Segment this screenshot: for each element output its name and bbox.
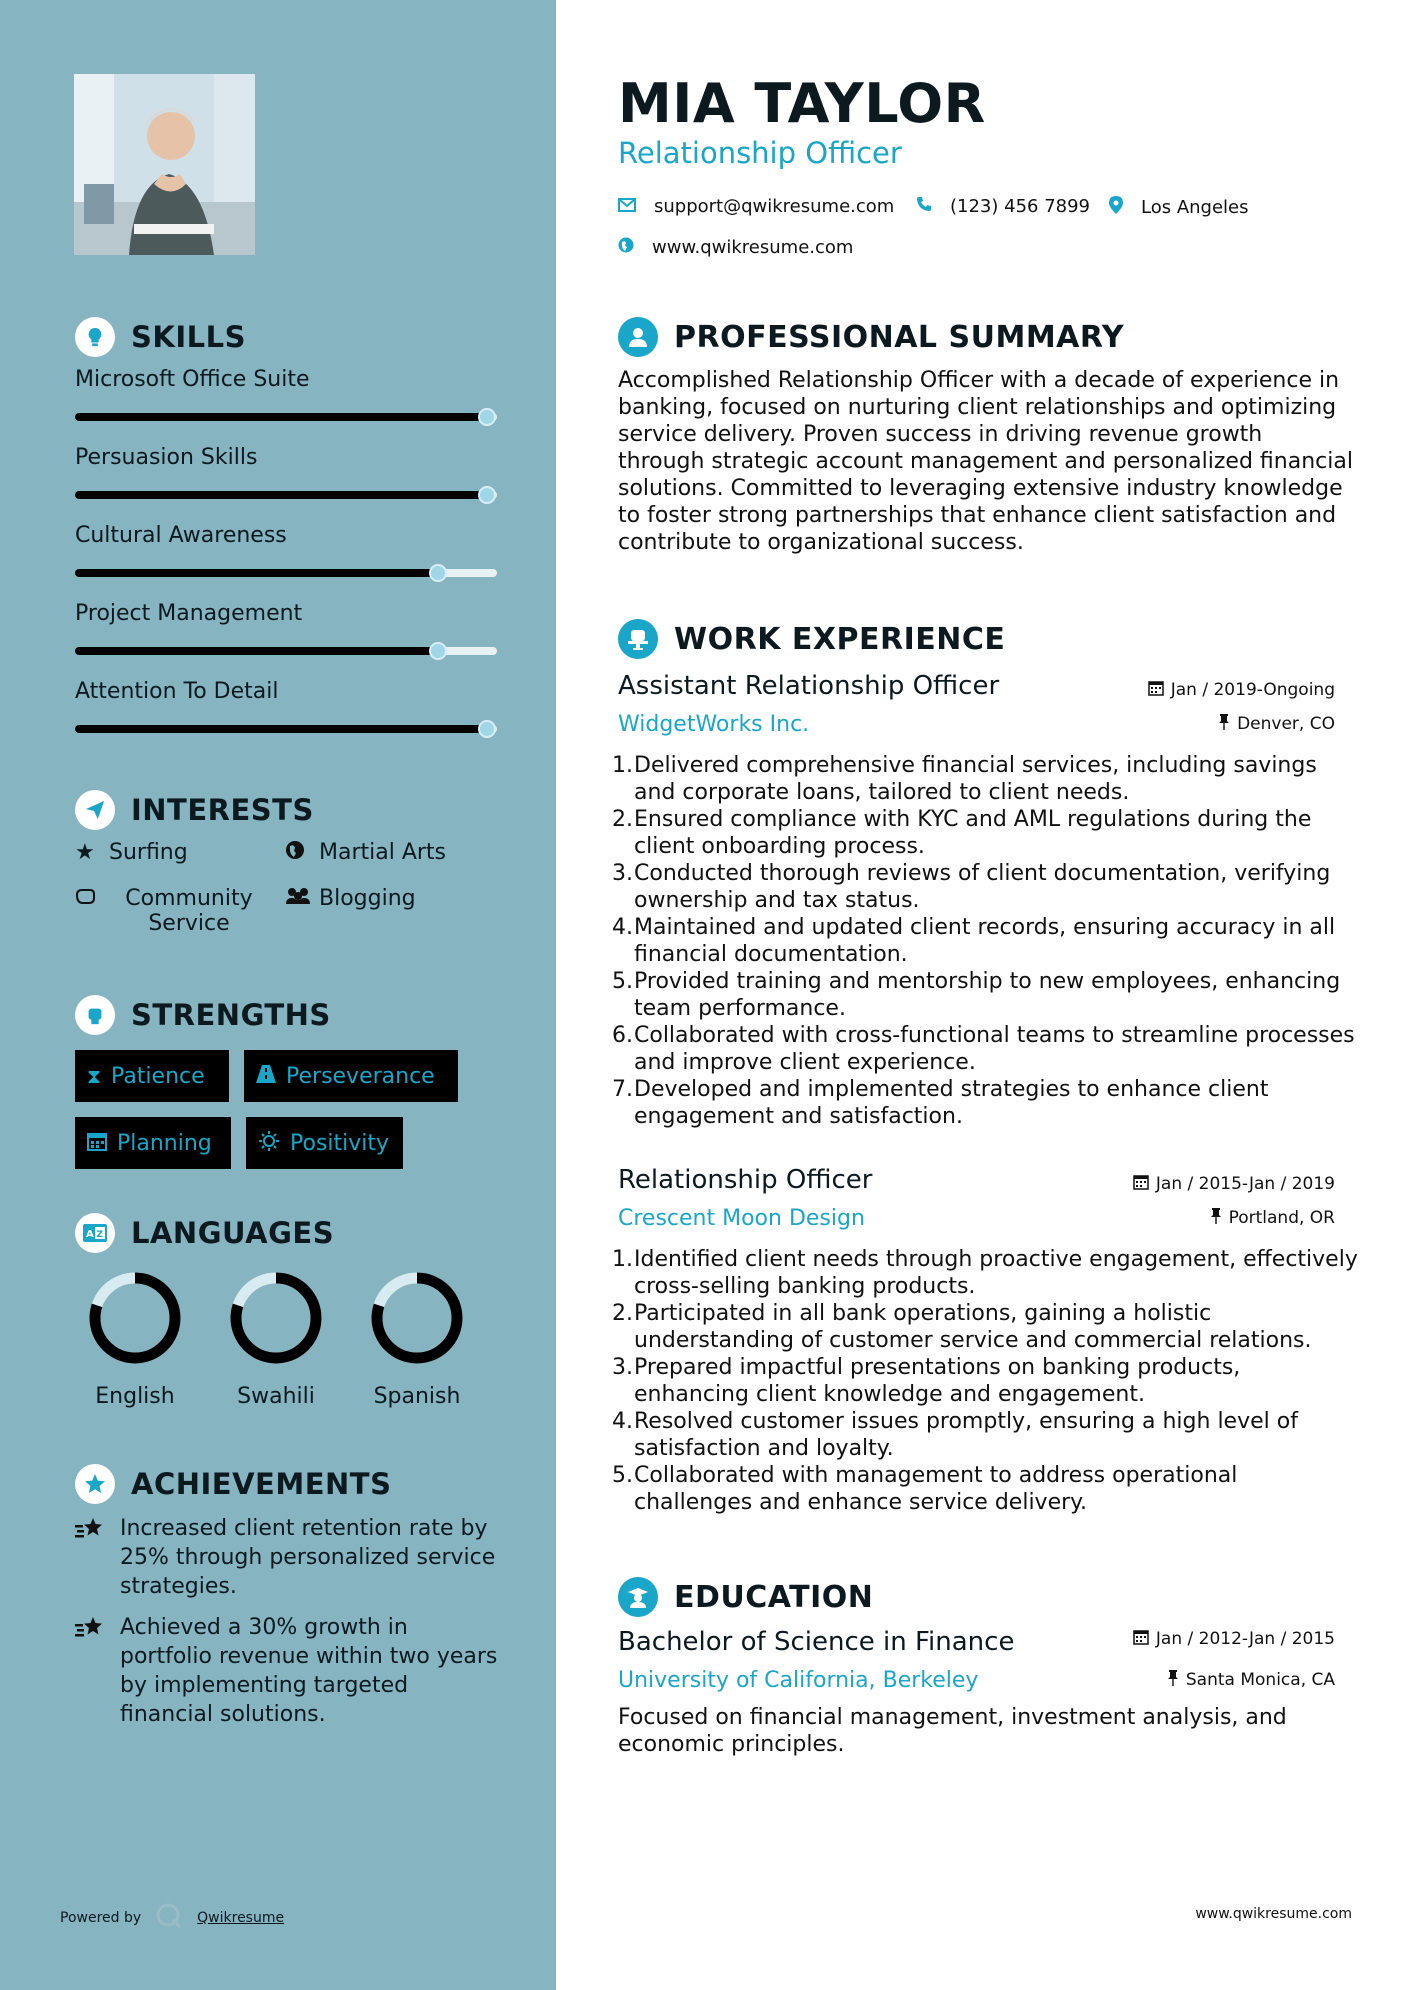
job-location-text: Portland, OR [1228,1208,1335,1228]
bullet-text: Ensured compliance with KYC and AML regulations during the client onboarding process. [634,807,1312,859]
summary-text: Accomplished Relationship Officer with a decade of experience in banking, focused on nurturing client relationships and optimizing service delivery. Proven success in driving revenue growth through strategic account management and personalized financial solutions. Committed to leveraging extensive industry knowledge to foster strong partnerships that enhance client satisfaction and contribute to organizational success. [618,368,1353,555]
trophy-star-icon [75,1613,120,1729]
skill-bar-knob [478,408,496,426]
achievement-text: Achieved a 30% growth in portfolio revenue within two years by implementing targeted financial solutions. [120,1615,498,1727]
bullet-text: Prepared impactful presentations on banking products, enhancing client knowledge and engagement. [634,1355,1241,1407]
globe-icon [285,840,315,866]
job-bullets [612,752,1360,1130]
interests-title: INTERESTS [131,793,314,827]
interest-item [285,840,446,866]
skill-bar-fill [75,569,435,577]
strength-label: Positivity [290,1130,390,1156]
experience-header [618,619,1005,659]
bullet-number: 1. [612,753,633,778]
bullet-number: 5. [612,1463,633,1488]
skill-bar-fill [75,491,484,499]
phone-icon [916,196,932,217]
user-icon [618,317,658,357]
bullet-text: Collaborated with cross-functional teams to streamline processes and improve client experience. [634,1023,1355,1075]
skill-bar-fill [75,725,484,733]
skill-bar-fill [75,647,435,655]
skill-label: Cultural Awareness [75,523,287,548]
bullet-number: 3. [612,1355,633,1380]
strength-label: Perseverance [286,1063,435,1089]
bullet-text: Delivered comprehensive financial services, including savings and corporate loans, tailored to client needs. [634,753,1317,805]
language-item [65,1270,205,1409]
bullet-text: Conducted thorough reviews of client documentation, verifying ownership and tax status. [634,861,1331,913]
bullet-text: Maintained and updated client records, ensuring accuracy in all financial documentation. [634,915,1336,967]
skill-bar [75,569,497,577]
pushpin-icon [1218,714,1230,734]
location-text: Los Angeles [1141,197,1249,218]
contact-location [1109,196,1249,219]
skills-title: SKILLS [131,320,246,354]
contact-phone[interactable] [916,196,1090,217]
website-text: www.qwikresume.com [652,237,854,258]
interest-label: Blogging [319,886,416,911]
education-dates-text: Jan / 2012-Jan / 2015 [1155,1629,1335,1649]
interests-header [75,790,314,830]
job-location [1210,1208,1335,1228]
education-location [1167,1670,1335,1690]
bullet-number: 4. [612,1409,633,1434]
skill-label: Attention To Detail [75,679,279,704]
bullet-number: 1. [612,1247,633,1272]
profile-photo [74,74,255,255]
job-dates-text: Jan / 2019-Ongoing [1170,680,1335,700]
calendar-icon [87,1131,107,1156]
skill-bar-knob [478,486,496,504]
language-level-ring [87,1270,183,1366]
company-name: WidgetWorks Inc. [618,712,810,737]
bullet-number: 2. [612,807,633,832]
skill-bar [75,413,497,421]
language-level-ring [228,1270,324,1366]
job-bullet [612,1462,1360,1516]
language-item [206,1270,346,1409]
bullet-text: Developed and implemented strategies to enhance client engagement and satisfaction. [634,1077,1269,1129]
education-text: Focused on financial management, investment analysis, and economic principles. [618,1705,1287,1757]
powered-by-label: Powered by [60,1910,142,1926]
education-title: EDUCATION [674,1579,874,1615]
skill-bar-knob [429,642,447,660]
language-label: English [95,1384,175,1409]
achievement-item [75,1613,505,1729]
summary-title: PROFESSIONAL SUMMARY [674,319,1125,355]
translate-icon [75,1213,115,1253]
job-bullet [612,1022,1360,1076]
calendar-icon [1133,1629,1149,1649]
interest-label: Community Service [125,886,253,936]
skill-bar [75,647,497,655]
email-text: support@qwikresume.com [654,196,895,217]
skill-label: Persuasion Skills [75,445,258,470]
education-header [618,1577,873,1617]
strength-badge [75,1050,229,1102]
languages-title: LANGUAGES [131,1216,335,1250]
school-name: University of California, Berkeley [618,1668,979,1693]
interest-item [75,886,275,936]
globe-icon [618,237,634,258]
bullet-number: 6. [612,1023,633,1048]
bullet-number: 5. [612,969,633,994]
education-dates [1133,1629,1335,1649]
bullet-number: 7. [612,1077,633,1102]
star-icon: ★ [75,840,95,865]
qwikresume-link[interactable]: Qwikresume [197,1910,285,1926]
briefcase-icon [618,619,658,659]
job-bullet [612,752,1360,806]
skill-bar [75,725,497,733]
candidate-role: Relationship Officer [618,136,902,170]
bullet-number: 3. [612,861,633,886]
bullet-number: 2. [612,1301,633,1326]
achievements-header [75,1464,391,1504]
job-title: Relationship Officer [618,1165,873,1195]
svg-text:A: A [86,1229,94,1240]
map-pin-icon [1109,196,1123,219]
language-level-ring [369,1270,465,1366]
strength-badge [75,1117,231,1169]
skills-header [75,317,246,357]
contact-website[interactable] [618,237,853,258]
paper-plane-icon [75,790,115,830]
hand-icon [75,886,99,912]
job-location-text: Denver, CO [1237,714,1335,734]
strengths-header [75,995,331,1035]
qwikresume-logo-icon [155,1902,183,1934]
job-bullet [612,1300,1360,1354]
job-bullet [612,1076,1360,1130]
language-label: Swahili [237,1384,315,1409]
job-dates-text: Jan / 2015-Jan / 2019 [1155,1174,1335,1194]
job-dates [1148,680,1335,700]
fist-icon [75,995,115,1035]
hourglass-icon: ⧗ [87,1064,102,1088]
strength-badge [246,1117,403,1169]
strength-label: Patience [111,1063,205,1089]
experience-title: WORK EXPERIENCE [674,621,1006,657]
star-badge-icon [75,1464,115,1504]
contact-email[interactable] [618,196,894,217]
skill-label: Project Management [75,601,303,626]
bullet-number: 4. [612,915,633,940]
language-item [347,1270,487,1409]
achievement-item [75,1514,505,1601]
lightbulb-icon [75,317,115,357]
skill-label: Microsoft Office Suite [75,367,310,392]
strength-badge [244,1050,458,1102]
candidate-name: MIA TAYLOR [618,72,986,135]
bullet-text: Provided training and mentorship to new employees, enhancing team performance. [634,969,1341,1021]
calendar-icon [1133,1174,1149,1194]
summary-header [618,317,1124,357]
languages-header [75,1213,334,1253]
strengths-title: STRENGTHS [131,998,331,1032]
powered-by [60,1902,284,1934]
phone-text: (123) 456 7899 [950,196,1091,217]
main-content [556,0,1407,1990]
bullet-text: Resolved customer issues promptly, ensuring a high level of satisfaction and loyalty. [634,1409,1298,1461]
job-bullet [612,968,1360,1022]
job-bullet [612,1246,1360,1300]
job-bullet [612,914,1360,968]
company-name: Crescent Moon Design [618,1206,865,1231]
degree-title: Bachelor of Science in Finance [618,1627,1015,1657]
envelope-icon [618,197,636,217]
trophy-star-icon [75,1514,120,1601]
job-location [1218,714,1335,734]
language-label: Spanish [373,1384,461,1409]
interest-label: Martial Arts [319,840,447,865]
bullet-text: Identified client needs through proactive engagement, effectively cross-selling banking products. [634,1247,1358,1299]
skill-bar-fill [75,413,484,421]
job-dates [1133,1174,1335,1194]
job-bullet [612,806,1360,860]
calendar-icon [1148,680,1164,700]
achievements-title: ACHIEVEMENTS [131,1467,392,1501]
bullet-text: Collaborated with management to address operational challenges and enhance service delivery. [634,1463,1238,1515]
interest-item [75,840,188,865]
skill-bar-knob [429,564,447,582]
job-bullet [612,860,1360,914]
pushpin-icon [1167,1670,1179,1690]
footer-website[interactable]: www.qwikresume.com [1195,1906,1352,1922]
education-location-text: Santa Monica, CA [1185,1670,1335,1690]
sidebar [0,0,556,1990]
pushpin-icon [1210,1208,1222,1228]
road-icon [256,1064,276,1088]
achievement-text: Increased client retention rate by 25% through personalized service strategies. [120,1516,496,1599]
bullet-text: Participated in all bank operations, gaining a holistic understanding of customer service and commercial relations. [634,1301,1312,1353]
skill-bar [75,491,497,499]
strength-label: Planning [117,1130,212,1156]
job-bullets [612,1246,1360,1516]
sun-icon [258,1130,280,1157]
skill-bar-knob [478,720,496,738]
job-title: Assistant Relationship Officer [618,671,1000,701]
job-bullet [612,1354,1360,1408]
svg-text:Z: Z [96,1230,104,1240]
interest-label: Surfing [109,840,188,865]
graduate-icon [618,1577,658,1617]
users-icon [285,886,315,914]
job-bullet [612,1408,1360,1462]
interest-item [285,886,416,914]
